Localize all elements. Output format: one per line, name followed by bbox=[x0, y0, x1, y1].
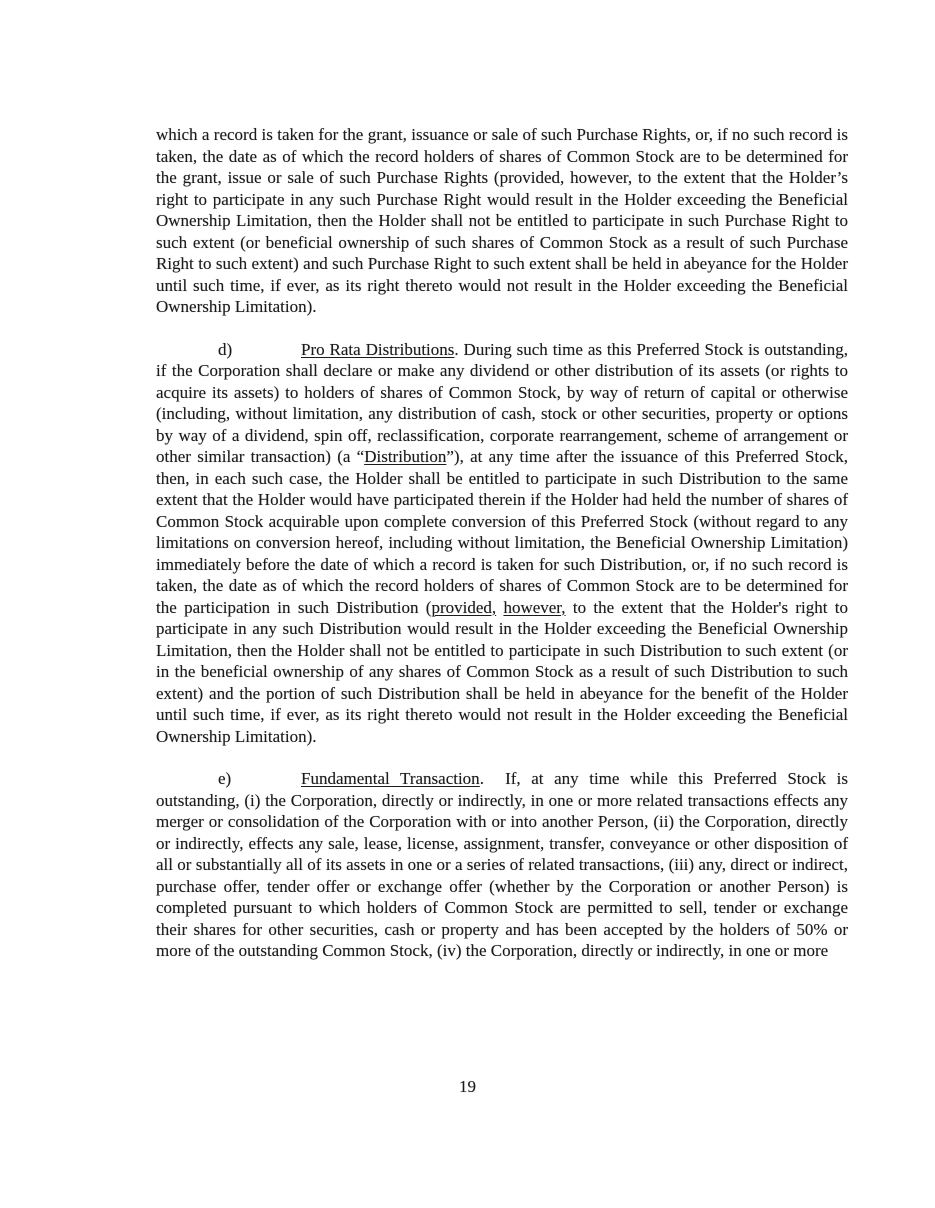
paragraph-text: to the extent that the Holder's right to participate in any such Distribution would result in the Holder exceeding the Beneficial Ownership Limitation, then the Holder shall not be entitled to participate in such Distribution to such extent (or in the beneficial ownership of any shares of Common Stock as a result of such Distribution to such extent) and the portion of such Distribution shall be held in abeyance for the benefit of the Holder until such time, if ever, as its right thereto would not result in the Holder exceeding the Beneficial Ownership Limitation). bbox=[156, 597, 848, 746]
paragraph-text: which a record is taken for the grant, issuance or sale of such Purchase Rights, or, if no such record is taken, the date as of which the record holders of shares of Common Stock are to be determined for the grant, issue or sale of such Purchase Rights (provided, however, to the extent that the Holder’s right to participate in any such Purchase Right would result in the Holder exceeding the Beneficial Ownership Limitation, then the Holder shall not be entitled to participate in such Purchase Right to such extent (or beneficial ownership of such shares of Common Stock as a result of such Purchase Right to such extent) and such Purchase Right to such extent shall be held in abeyance for the Holder until such time, if ever, as its right thereto would not result in the Holder exceeding the Beneficial Ownership Limitation). bbox=[156, 125, 848, 316]
proviso-provided: provided, bbox=[431, 597, 497, 617]
list-marker-d: d) bbox=[218, 339, 233, 359]
page-number: 19 bbox=[459, 1077, 476, 1096]
list-marker-e: e) bbox=[218, 769, 232, 788]
page-body bbox=[156, 124, 848, 983]
paragraph-text: ”), at any time after the issuance of this Preferred Stock, then, in each such case, the Holder shall be entitled to participate in such Distribution to the same extent that the Holder would have participated therein if the Holder had held the number of shares of Common Stock acquirable upon complete conversion of this Preferred Stock (without regard to any limitations on conversion hereof, including without limitation, the Beneficial Ownership Limitation) immediately before the date of which a record is taken for such Distribution, or, if no such record is taken, the date as of which the record holders of shares of Common Stock are to be determined for the participation in such Distribution ( bbox=[156, 447, 848, 617]
paragraph-fundamental-transaction bbox=[156, 768, 848, 962]
paragraph-purchase-rights-continuation bbox=[156, 124, 848, 318]
paragraph-pro-rata-distributions bbox=[156, 339, 848, 748]
paragraph-text: . If, at any time while this Preferred Stock is outstanding, (i) the Corporation, directly or indirectly, in one or more related transactions effects any merger or consolidation of the Corporation with or into another Person, (ii) the Corporation, directly or indirectly, effects any sale, lease, license, assignment, transfer, conveyance or other disposition of all or substantially all of its assets in one or a series of related transactions, (iii) any, direct or indirect, purchase offer, tender offer or exchange offer (whether by the Corporation or another Person) is completed pursuant to which holders of Common Stock are permitted to sell, tender or exchange their shares for other securities, cash or property and has been accepted by the holders of 50% or more of the outstanding Common Stock, (iv) the Corporation, directly or indirectly, in one or more bbox=[156, 769, 848, 960]
defined-term-distribution: Distribution bbox=[364, 447, 447, 466]
section-heading-fundamental-transaction: Fundamental Transaction bbox=[301, 769, 480, 788]
section-heading-pro-rata-distributions: Pro Rata Distributions bbox=[301, 339, 455, 359]
proviso-however: however, bbox=[503, 597, 566, 617]
paragraph-text: . During such time as this Preferred Stock is outstanding, if the Corporation shall declare or make any dividend or other distribution of its assets (or rights to acquire its assets) to holders of shares of Common Stock, by way of return of capital or otherwise (including, without limitation, any distribution of cash, stock or other securities, property or options by way of a dividend, spin off, reclassification, corporate rearrangement, scheme of arrangement or other similar transaction) (a “ bbox=[156, 339, 848, 466]
